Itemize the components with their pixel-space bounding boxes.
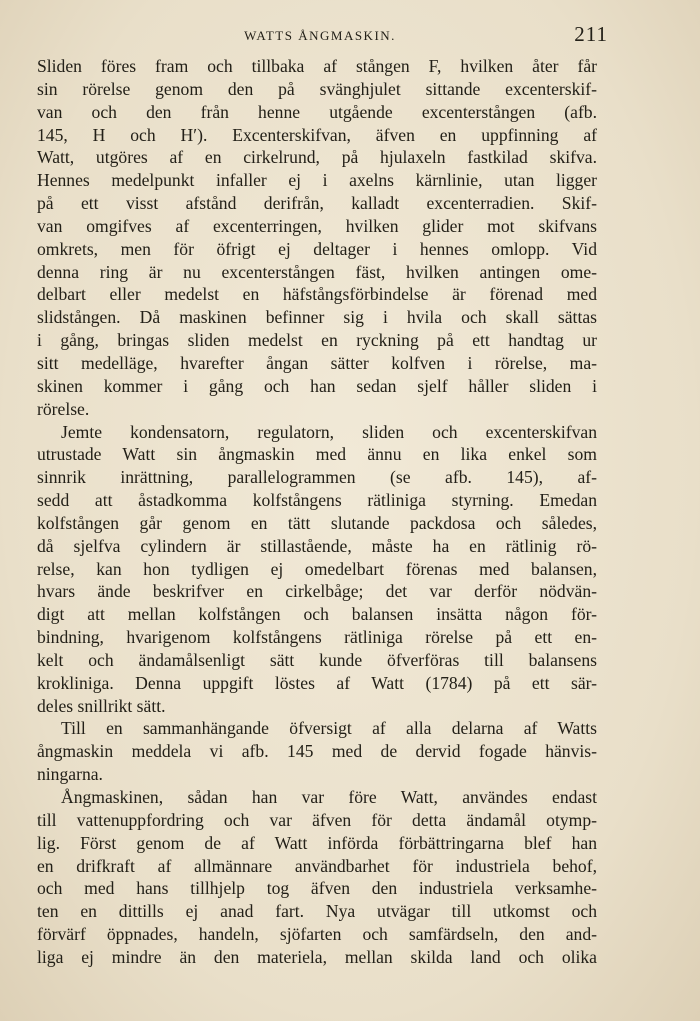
text-line: Hennes medelpunkt infaller ej i axelns kärnlinie, utan ligger	[37, 170, 597, 191]
text-line: till vattenuppfordring och var äfven för detta ändamål otymp-	[37, 809, 597, 830]
text-line: i gång, bringas sliden medelst en ryckning på ett handtag ur	[37, 330, 597, 351]
text-line: Till en sammanhängande öfversigt af alla delarna af Watts	[61, 718, 597, 739]
page-number: 211	[574, 22, 608, 46]
text-line: kolfstången går genom en tätt slutande packdosa och således,	[37, 512, 597, 533]
text-line: digt att mellan kolfstången och balansen insätta någon för-	[37, 604, 597, 625]
text-line: hvars ände beskrifver en cirkelbåge; det var derför nödvän-	[37, 581, 597, 602]
text-line: Watt, utgöres af en cirkelrund, på hjulaxeln fastkilad skifva.	[37, 147, 597, 168]
text-line: bindning, hvarigenom kolfstångens rätliniga rörelse på ett en-	[37, 627, 597, 648]
text-line: liga ej mindre än den materiela, mellan skilda land och olika	[37, 946, 597, 967]
text-line: rörelse.	[37, 398, 90, 419]
text-line: ångmaskin meddela vi afb. 145 med de dervid fogade hänvis-	[37, 741, 597, 762]
text-line: utrustade Watt sin ångmaskin med ännu en lika enkel som	[37, 444, 597, 465]
text-line: omkrets, men för öfrigt ej deltager i hennes omlopp. Vid	[37, 238, 597, 259]
text-line: på ett visst afstånd derifrån, kalladt excenterradien. Skif-	[37, 193, 597, 214]
text-line: van och den från henne utgående excenterstången (afb.	[37, 101, 597, 122]
text-line: ten en dittills ej anad fart. Nya utvägar till utkomst och	[37, 901, 597, 922]
text-line: då sjelfva cylindern är stillastående, måste ha en rätlinig rö-	[37, 535, 597, 556]
text-line: delbart eller medelst en häfstångsförbindelse är förenad med	[37, 284, 597, 305]
text-line: förvärf öppnades, handeln, sjöfarten och samfärdseln, den and-	[37, 924, 597, 945]
text-line: en drifkraft af allmännare användbarhet för industriela behof,	[37, 855, 597, 876]
text-line: slidstången. Då maskinen befinner sig i hvila och skall sättas	[37, 307, 597, 328]
text-line: relse, kan hon tydligen ej omedelbart förenas med balansen,	[37, 558, 597, 579]
text-line: Sliden föres fram och tillbaka af stången F, hvilken åter får	[37, 56, 597, 76]
text-line: sedd att åstadkomma kolfstångens rätliniga styrning. Emedan	[37, 490, 597, 511]
text-line: Jemte kondensatorn, regulatorn, sliden och excenterskifvan	[61, 421, 597, 442]
text-line: sitt medelläge, hvarefter ångan sätter kolfven i rörelse, ma-	[37, 352, 597, 373]
text-line: 145, H och H′). Excenterskifvan, äfven en uppfinning af	[37, 124, 597, 145]
text-line: denna ring är nu excenterstången fäst, hvilken antingen ome-	[37, 261, 597, 282]
text-line: och med hans tillhjelp tog äfven den industriela verksamhe-	[37, 878, 597, 899]
text-line: deles snillrikt sätt.	[37, 695, 166, 716]
text-line: Ångmaskinen, sådan han var före Watt, användes endast	[61, 787, 597, 807]
text-line: sinnrik inrättning, parallelogrammen (se afb. 145), af-	[37, 467, 597, 488]
text-line: ningarna.	[37, 764, 103, 785]
text-line: kelt och ändamålsenligt sätt kunde öfverföras till balansens	[37, 649, 597, 670]
text-line: van omgifves af excenterringen, hvilken glider mot skifvans	[37, 215, 597, 236]
body-text	[37, 55, 597, 969]
running-title: WATTS ÅNGMASKIN.	[244, 28, 396, 43]
text-line: lig. Först genom de af Watt införda förbättringarna blef han	[37, 832, 597, 853]
text-line: skinen kommer i gång och han sedan sjelf håller sliden i	[37, 375, 597, 396]
text-line: sin rörelse genom den på svänghjulet sittande excenterskif-	[37, 78, 597, 99]
text-line: krokliniga. Denna uppgift löstes af Watt (1784) på ett sär-	[37, 672, 597, 693]
page-header	[40, 22, 608, 52]
